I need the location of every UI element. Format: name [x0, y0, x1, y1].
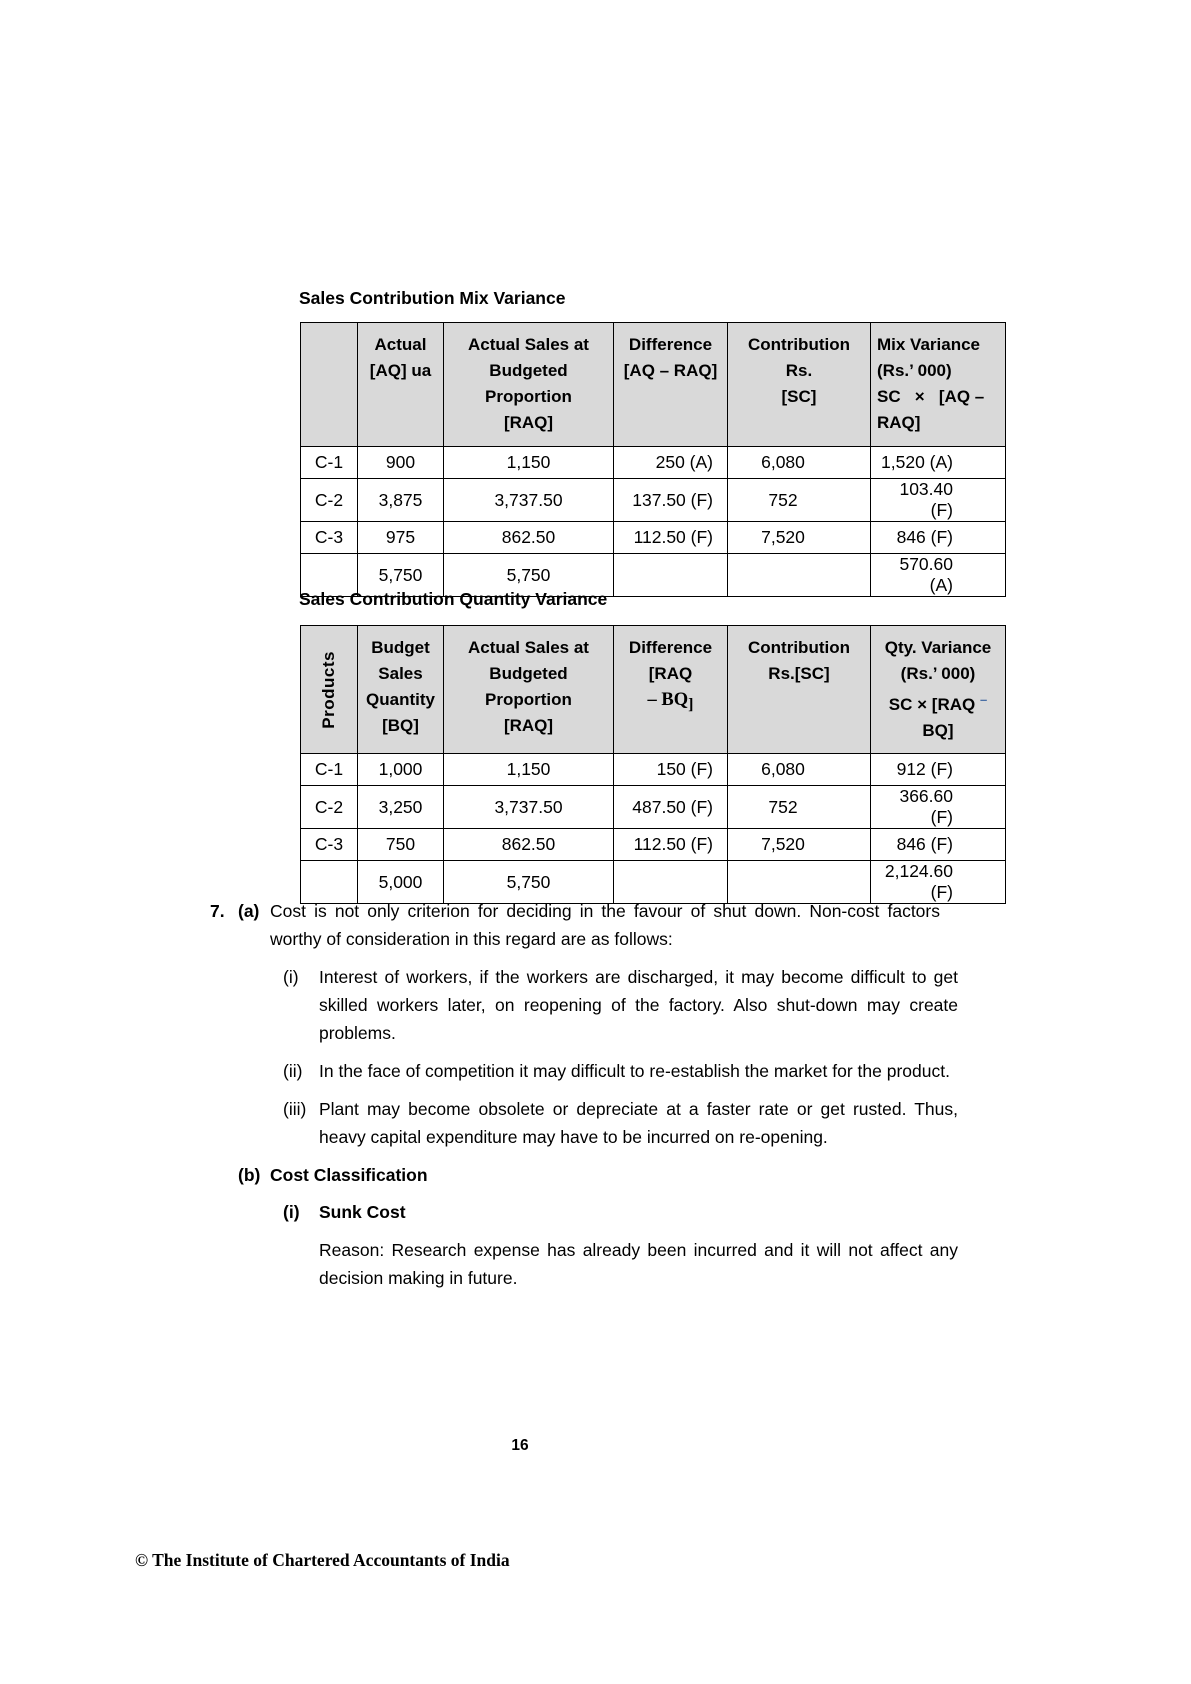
raq-header-cell: [444, 626, 614, 754]
list-item: [283, 963, 958, 1047]
difference-cell: 112.50 (F): [614, 829, 728, 861]
copyright-footer: © The Institute of Chartered Accountants of India: [135, 1550, 510, 1570]
contribution-cell: [728, 554, 871, 597]
header-line: Qty. Variance: [884, 638, 992, 657]
budget-qty-header-cell: [358, 626, 444, 754]
sub-items-b: [283, 1198, 958, 1292]
raq-cell: 862.50: [444, 829, 614, 861]
table-row: [301, 754, 1006, 786]
difference-cell: 112.50 (F): [614, 522, 728, 554]
qty-variance-header-cell: [871, 626, 1006, 754]
aq-total-cell: 5,750: [358, 554, 444, 597]
aq-cell: 900: [358, 447, 444, 479]
difference-cell: 137.50 (F): [614, 479, 728, 522]
row-label-cell: C-3: [301, 829, 358, 861]
row-label-cell: C-1: [301, 447, 358, 479]
header-line: Actual Sales at: [468, 638, 589, 657]
header-line: BQ]: [922, 721, 954, 740]
products-header-cell: [301, 626, 358, 754]
header-line: [AQ] ua: [369, 361, 432, 380]
contribution-cell: 6,080: [728, 754, 871, 786]
sub-items-a: [283, 963, 958, 1151]
section-7: [210, 897, 958, 1292]
qty-variance-cell: 846 (F): [871, 829, 1006, 861]
equation-fragment: – BQ: [647, 690, 689, 710]
list-marker-i: (i): [283, 967, 299, 987]
qty-variance-cell: 912 (F): [871, 754, 1006, 786]
contribution-cell: 752: [728, 479, 871, 522]
header-line: Actual: [374, 335, 427, 354]
raq-cell: 862.50: [444, 522, 614, 554]
difference-cell: 487.50 (F): [614, 786, 728, 829]
mix-variance-title: Sales Contribution Mix Variance: [299, 288, 566, 308]
row-label-cell: C-2: [301, 786, 358, 829]
mix-variance-total-cell: 570.60 (A): [871, 554, 1006, 597]
list-marker-b: (b): [238, 1165, 261, 1185]
table-row: [301, 829, 1006, 861]
row-label-cell: C-2: [301, 479, 358, 522]
contribution-cell: 7,520: [728, 829, 871, 861]
header-line: [SC]: [781, 387, 817, 406]
raq-cell: 3,737.50: [444, 786, 614, 829]
header-line: [BQ]: [382, 716, 419, 735]
paragraph-7a: [210, 897, 958, 953]
list-marker-a: (a): [238, 901, 260, 921]
mix-variance-cell: 1,520 (A): [871, 447, 1006, 479]
difference-cell: 250 (A): [614, 447, 728, 479]
reason-text: Reason: Research expense has already been incurred and it will not affect any decision making in future.: [319, 1240, 958, 1288]
aq-cell: 975: [358, 522, 444, 554]
list-marker-iii: (iii): [283, 1099, 307, 1119]
header-line: (Rs.’ 000): [877, 361, 952, 380]
difference-header-cell: [614, 323, 728, 447]
contribution-header-cell: [728, 323, 871, 447]
mix-table-header-row: [301, 323, 1006, 447]
formula-text: SC × [RAQ: [888, 695, 980, 714]
mix-variance-cell: 103.40 (F): [871, 479, 1006, 522]
header-line: Budget: [371, 638, 430, 657]
bq-cell: 3,250: [358, 786, 444, 829]
header-line: Actual Sales at: [468, 335, 589, 354]
mix-variance-cell: 846 (F): [871, 522, 1006, 554]
header-line: SC × [AQ –: [877, 387, 985, 406]
header-line: [RAQ]: [503, 716, 554, 735]
list-item: [283, 1095, 958, 1151]
paragraph-7b: [210, 1161, 958, 1189]
blank-header-cell: [301, 323, 358, 447]
header-line: Budgeted: [489, 361, 568, 380]
header-line: Quantity: [366, 690, 435, 709]
header-line: Proportion: [485, 690, 572, 709]
header-line: Difference: [628, 335, 713, 354]
contribution-cell: 6,080: [728, 447, 871, 479]
list-item-text: Plant may become obsolete or depreciate at a faster rate or get rusted. Thus, heavy capital expenditure may have to be incurred on re-opening.: [319, 1099, 958, 1147]
list-marker-i: (i): [283, 1202, 300, 1222]
raq-total-cell: 5,750: [444, 554, 614, 597]
bq-cell: 750: [358, 829, 444, 861]
bq-total-cell: 5,000: [358, 861, 444, 904]
paragraph-text: Cost is not only criterion for deciding in the favour of shut down. Non-cost factors worthy of consideration in this regard are as follows:: [270, 901, 940, 949]
list-item-text: Interest of workers, if the workers are discharged, it may become difficult to get skilled workers later, on reopening of the factory. Also shut-down may create problems.: [319, 967, 958, 1043]
question-number: 7.: [210, 901, 225, 921]
header-line: Difference: [628, 638, 713, 657]
contribution-cell: 752: [728, 786, 871, 829]
contribution-cell: 7,520: [728, 522, 871, 554]
raq-total-cell: 5,750: [444, 861, 614, 904]
list-item: [283, 1198, 958, 1226]
raq-cell: 1,150: [444, 754, 614, 786]
header-line: [618, 687, 723, 718]
raq-cell: 3,737.50: [444, 479, 614, 522]
mix-variance-table: [300, 322, 1006, 597]
bq-cell: 1,000: [358, 754, 444, 786]
equation-bracket: ]: [688, 696, 694, 713]
table-row: [301, 522, 1006, 554]
aq-cell: 3,875: [358, 479, 444, 522]
header-line: Sales: [378, 664, 423, 683]
list-item: [283, 1236, 958, 1292]
header-line: Contribution: [748, 335, 850, 354]
table-row: [301, 786, 1006, 829]
contribution-header-cell: [728, 626, 871, 754]
raq-header-cell: [444, 323, 614, 447]
row-label-cell: C-3: [301, 522, 358, 554]
header-line: [RAQ: [648, 664, 693, 683]
quantity-variance-title: Sales Contribution Quantity Variance: [299, 589, 608, 609]
header-line: [RAQ]: [503, 413, 554, 432]
qty-table-header-row: [301, 626, 1006, 754]
header-line: [AQ – RAQ]: [623, 361, 718, 380]
list-item-text: In the face of competition it may difficult to re-establish the market for the product.: [319, 1061, 950, 1081]
cost-classification-heading: Cost Classification: [270, 1165, 428, 1185]
header-line: [875, 687, 1001, 718]
raq-cell: 1,150: [444, 447, 614, 479]
header-line: Mix Variance: [877, 335, 981, 354]
products-vertical-label: Products: [319, 651, 338, 729]
list-item: [283, 1057, 958, 1085]
table-row: [301, 479, 1006, 522]
quantity-variance-table: [300, 625, 1006, 904]
list-marker-ii: (ii): [283, 1061, 303, 1081]
header-line: Budgeted: [489, 664, 568, 683]
header-line: Rs.: [785, 361, 813, 380]
header-line: Contribution: [748, 638, 850, 657]
difference-header-cell: [614, 626, 728, 754]
superscript-minus: –: [979, 692, 988, 707]
difference-cell: [614, 554, 728, 597]
row-label-cell: C-1: [301, 754, 358, 786]
mix-variance-header-cell: [871, 323, 1006, 447]
sunk-cost-heading: Sunk Cost: [319, 1202, 406, 1222]
header-line: RAQ]: [877, 413, 921, 432]
header-line: Proportion: [485, 387, 572, 406]
table-row: [301, 447, 1006, 479]
qty-variance-total-cell: 2,124.60 (F): [871, 861, 1006, 904]
header-line: Rs.[SC]: [768, 664, 830, 683]
qty-variance-cell: 366.60 (F): [871, 786, 1006, 829]
difference-cell: 150 (F): [614, 754, 728, 786]
actual-qty-header-cell: [358, 323, 444, 447]
page-number: 16: [511, 1437, 529, 1454]
header-line: (Rs.’ 000): [900, 664, 976, 683]
